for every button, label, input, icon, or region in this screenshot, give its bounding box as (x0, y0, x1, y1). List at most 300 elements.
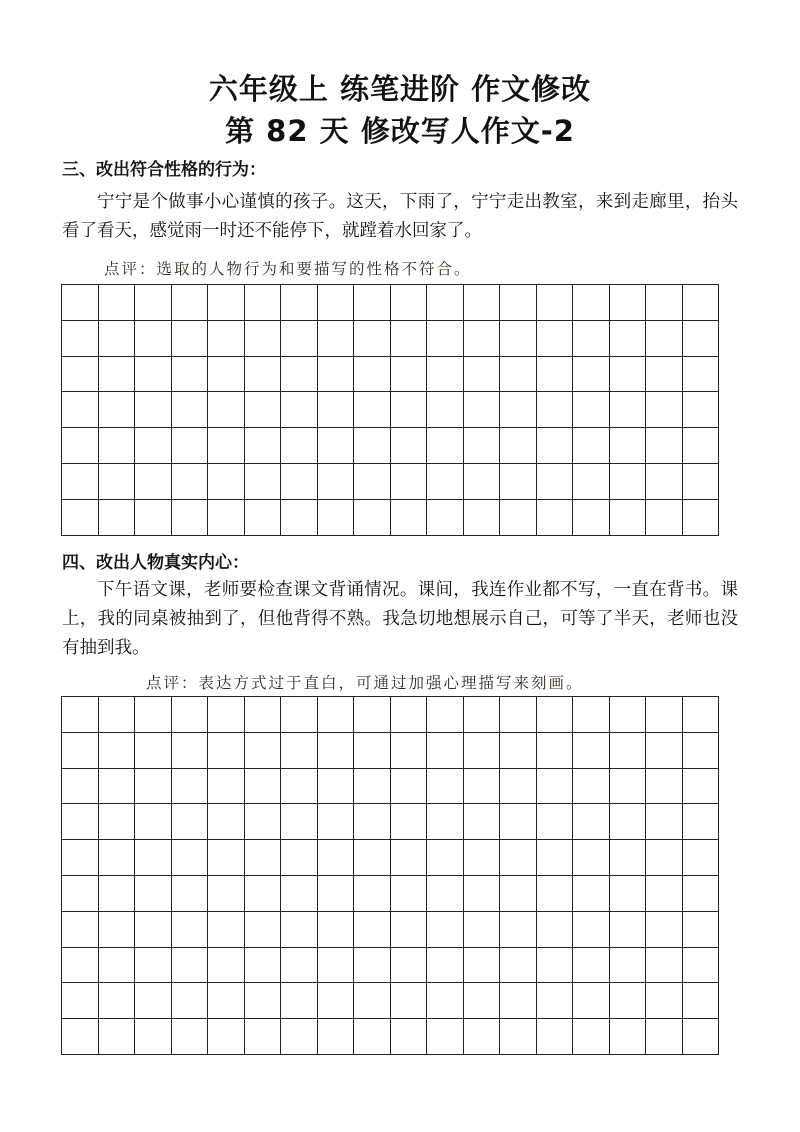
grid-cell[interactable] (683, 321, 720, 357)
grid-cell[interactable] (354, 392, 391, 428)
grid-cell[interactable] (99, 464, 136, 500)
grid-cell[interactable] (62, 912, 99, 948)
grid-cell[interactable] (245, 983, 282, 1019)
grid-cell[interactable] (573, 285, 610, 321)
grid-cell[interactable] (281, 840, 318, 876)
grid-cell[interactable] (427, 804, 464, 840)
grid-cell[interactable] (99, 983, 136, 1019)
grid-cell[interactable] (427, 392, 464, 428)
grid-cell[interactable] (62, 769, 99, 805)
grid-cell[interactable] (537, 876, 574, 912)
grid-cell[interactable] (208, 983, 245, 1019)
grid-cell[interactable] (610, 357, 647, 393)
grid-cell[interactable] (318, 392, 355, 428)
grid-cell[interactable] (500, 912, 537, 948)
grid-cell[interactable] (464, 983, 501, 1019)
grid-cell[interactable] (354, 804, 391, 840)
grid-cell[interactable] (391, 697, 428, 733)
grid-cell[interactable] (464, 769, 501, 805)
grid-cell[interactable] (99, 500, 136, 536)
grid-cell[interactable] (62, 500, 99, 536)
grid-cell[interactable] (610, 1019, 647, 1055)
grid-cell[interactable] (135, 357, 172, 393)
grid-cell[interactable] (172, 948, 209, 984)
grid-cell[interactable] (683, 1019, 720, 1055)
grid-cell[interactable] (646, 733, 683, 769)
grid-cell[interactable] (610, 804, 647, 840)
grid-cell[interactable] (135, 912, 172, 948)
grid-cell[interactable] (99, 357, 136, 393)
grid-cell[interactable] (281, 357, 318, 393)
grid-cell[interactable] (683, 948, 720, 984)
grid-cell[interactable] (464, 464, 501, 500)
grid-cell[interactable] (683, 912, 720, 948)
grid-cell[interactable] (610, 500, 647, 536)
grid-cell[interactable] (500, 428, 537, 464)
grid-cell[interactable] (208, 876, 245, 912)
grid-cell[interactable] (245, 392, 282, 428)
grid-cell[interactable] (391, 321, 428, 357)
grid-cell[interactable] (537, 983, 574, 1019)
grid-cell[interactable] (537, 697, 574, 733)
grid-cell[interactable] (135, 733, 172, 769)
grid-cell[interactable] (245, 697, 282, 733)
grid-cell[interactable] (354, 321, 391, 357)
grid-cell[interactable] (573, 464, 610, 500)
grid-cell[interactable] (99, 804, 136, 840)
grid-cell[interactable] (573, 428, 610, 464)
grid-cell[interactable] (610, 769, 647, 805)
grid-cell[interactable] (391, 392, 428, 428)
grid-cell[interactable] (281, 392, 318, 428)
grid-cell[interactable] (172, 1019, 209, 1055)
grid-cell[interactable] (427, 697, 464, 733)
grid-cell[interactable] (391, 983, 428, 1019)
grid-cell[interactable] (354, 464, 391, 500)
grid-cell[interactable] (464, 804, 501, 840)
grid-cell[interactable] (135, 500, 172, 536)
grid-cell[interactable] (427, 912, 464, 948)
grid-cell[interactable] (135, 804, 172, 840)
grid-cell[interactable] (354, 733, 391, 769)
grid-cell[interactable] (99, 697, 136, 733)
grid-cell[interactable] (99, 1019, 136, 1055)
grid-cell[interactable] (62, 428, 99, 464)
grid-cell[interactable] (135, 464, 172, 500)
grid-cell[interactable] (245, 769, 282, 805)
grid-cell[interactable] (537, 464, 574, 500)
grid-cell[interactable] (427, 428, 464, 464)
grid-cell[interactable] (135, 983, 172, 1019)
grid-cell[interactable] (646, 500, 683, 536)
grid-cell[interactable] (391, 912, 428, 948)
grid-cell[interactable] (500, 500, 537, 536)
grid-cell[interactable] (172, 321, 209, 357)
grid-cell[interactable] (683, 804, 720, 840)
grid-cell[interactable] (500, 697, 537, 733)
grid-cell[interactable] (318, 500, 355, 536)
grid-cell[interactable] (281, 697, 318, 733)
grid-cell[interactable] (245, 733, 282, 769)
grid-cell[interactable] (208, 321, 245, 357)
grid-cell[interactable] (464, 948, 501, 984)
grid-cell[interactable] (318, 285, 355, 321)
grid-cell[interactable] (318, 428, 355, 464)
grid-cell[interactable] (135, 840, 172, 876)
grid-cell[interactable] (172, 876, 209, 912)
grid-cell[interactable] (354, 357, 391, 393)
grid-cell[interactable] (427, 876, 464, 912)
grid-cell[interactable] (573, 733, 610, 769)
grid-cell[interactable] (318, 697, 355, 733)
grid-cell[interactable] (646, 804, 683, 840)
grid-cell[interactable] (245, 357, 282, 393)
grid-cell[interactable] (208, 392, 245, 428)
grid-cell[interactable] (62, 321, 99, 357)
grid-cell[interactable] (354, 697, 391, 733)
grid-cell[interactable] (135, 392, 172, 428)
grid-cell[interactable] (500, 840, 537, 876)
grid-cell[interactable] (208, 804, 245, 840)
grid-cell[interactable] (172, 428, 209, 464)
grid-cell[interactable] (99, 840, 136, 876)
grid-cell[interactable] (500, 876, 537, 912)
grid-cell[interactable] (135, 769, 172, 805)
grid-cell[interactable] (427, 357, 464, 393)
grid-cell[interactable] (99, 912, 136, 948)
grid-cell[interactable] (208, 500, 245, 536)
grid-cell[interactable] (172, 285, 209, 321)
grid-cell[interactable] (683, 464, 720, 500)
grid-cell[interactable] (427, 500, 464, 536)
grid-cell[interactable] (354, 769, 391, 805)
grid-cell[interactable] (537, 912, 574, 948)
section-4-writing-grid[interactable] (61, 696, 719, 1055)
grid-cell[interactable] (99, 948, 136, 984)
grid-cell[interactable] (683, 285, 720, 321)
grid-cell[interactable] (427, 769, 464, 805)
grid-cell[interactable] (464, 733, 501, 769)
section-3-writing-grid[interactable] (61, 284, 719, 536)
grid-cell[interactable] (281, 464, 318, 500)
grid-cell[interactable] (646, 392, 683, 428)
grid-cell[interactable] (683, 733, 720, 769)
grid-cell[interactable] (62, 697, 99, 733)
grid-cell[interactable] (99, 769, 136, 805)
grid-cell[interactable] (464, 1019, 501, 1055)
grid-cell[interactable] (62, 392, 99, 428)
grid-cell[interactable] (500, 948, 537, 984)
grid-cell[interactable] (245, 912, 282, 948)
grid-cell[interactable] (208, 285, 245, 321)
grid-cell[interactable] (318, 804, 355, 840)
grid-cell[interactable] (537, 948, 574, 984)
grid-cell[interactable] (610, 840, 647, 876)
grid-cell[interactable] (354, 428, 391, 464)
grid-cell[interactable] (500, 321, 537, 357)
grid-cell[interactable] (646, 983, 683, 1019)
grid-cell[interactable] (573, 392, 610, 428)
grid-cell[interactable] (281, 804, 318, 840)
grid-cell[interactable] (464, 357, 501, 393)
grid-cell[interactable] (354, 1019, 391, 1055)
grid-cell[interactable] (172, 804, 209, 840)
grid-cell[interactable] (427, 983, 464, 1019)
grid-cell[interactable] (391, 1019, 428, 1055)
grid-cell[interactable] (427, 285, 464, 321)
grid-cell[interactable] (245, 500, 282, 536)
grid-cell[interactable] (99, 321, 136, 357)
grid-cell[interactable] (391, 948, 428, 984)
grid-cell[interactable] (391, 733, 428, 769)
grid-cell[interactable] (610, 428, 647, 464)
grid-cell[interactable] (318, 357, 355, 393)
grid-cell[interactable] (683, 697, 720, 733)
grid-cell[interactable] (135, 948, 172, 984)
grid-cell[interactable] (281, 285, 318, 321)
grid-cell[interactable] (500, 804, 537, 840)
grid-cell[interactable] (354, 285, 391, 321)
grid-cell[interactable] (62, 876, 99, 912)
grid-cell[interactable] (135, 321, 172, 357)
grid-cell[interactable] (208, 464, 245, 500)
grid-cell[interactable] (610, 983, 647, 1019)
grid-cell[interactable] (573, 357, 610, 393)
grid-cell[interactable] (537, 500, 574, 536)
grid-cell[interactable] (646, 912, 683, 948)
grid-cell[interactable] (318, 948, 355, 984)
grid-cell[interactable] (646, 697, 683, 733)
grid-cell[interactable] (683, 428, 720, 464)
grid-cell[interactable] (62, 733, 99, 769)
grid-cell[interactable] (427, 733, 464, 769)
grid-cell[interactable] (208, 769, 245, 805)
grid-cell[interactable] (573, 769, 610, 805)
grid-cell[interactable] (537, 804, 574, 840)
grid-cell[interactable] (318, 912, 355, 948)
grid-cell[interactable] (391, 464, 428, 500)
grid-cell[interactable] (610, 285, 647, 321)
grid-cell[interactable] (464, 285, 501, 321)
grid-cell[interactable] (500, 285, 537, 321)
grid-cell[interactable] (208, 357, 245, 393)
grid-cell[interactable] (245, 464, 282, 500)
grid-cell[interactable] (610, 733, 647, 769)
grid-cell[interactable] (391, 804, 428, 840)
grid-cell[interactable] (62, 804, 99, 840)
grid-cell[interactable] (99, 392, 136, 428)
grid-cell[interactable] (646, 321, 683, 357)
grid-cell[interactable] (208, 1019, 245, 1055)
grid-cell[interactable] (464, 500, 501, 536)
grid-cell[interactable] (610, 321, 647, 357)
grid-cell[interactable] (573, 804, 610, 840)
grid-cell[interactable] (172, 840, 209, 876)
grid-cell[interactable] (354, 912, 391, 948)
grid-cell[interactable] (537, 840, 574, 876)
grid-cell[interactable] (500, 769, 537, 805)
grid-cell[interactable] (281, 769, 318, 805)
grid-cell[interactable] (610, 464, 647, 500)
grid-cell[interactable] (208, 948, 245, 984)
grid-cell[interactable] (610, 392, 647, 428)
grid-cell[interactable] (245, 1019, 282, 1055)
grid-cell[interactable] (208, 697, 245, 733)
grid-cell[interactable] (464, 840, 501, 876)
grid-cell[interactable] (318, 1019, 355, 1055)
grid-cell[interactable] (464, 912, 501, 948)
grid-cell[interactable] (573, 983, 610, 1019)
grid-cell[interactable] (464, 321, 501, 357)
grid-cell[interactable] (318, 464, 355, 500)
grid-cell[interactable] (427, 1019, 464, 1055)
grid-cell[interactable] (391, 500, 428, 536)
grid-cell[interactable] (281, 948, 318, 984)
grid-cell[interactable] (537, 733, 574, 769)
grid-cell[interactable] (62, 1019, 99, 1055)
grid-cell[interactable] (172, 392, 209, 428)
grid-cell[interactable] (537, 357, 574, 393)
grid-cell[interactable] (318, 876, 355, 912)
grid-cell[interactable] (281, 912, 318, 948)
grid-cell[interactable] (99, 285, 136, 321)
grid-cell[interactable] (391, 285, 428, 321)
grid-cell[interactable] (62, 357, 99, 393)
grid-cell[interactable] (683, 357, 720, 393)
grid-cell[interactable] (683, 500, 720, 536)
grid-cell[interactable] (683, 769, 720, 805)
grid-cell[interactable] (172, 697, 209, 733)
grid-cell[interactable] (62, 983, 99, 1019)
grid-cell[interactable] (135, 697, 172, 733)
grid-cell[interactable] (646, 769, 683, 805)
grid-cell[interactable] (646, 464, 683, 500)
grid-cell[interactable] (646, 357, 683, 393)
grid-cell[interactable] (610, 697, 647, 733)
grid-cell[interactable] (172, 912, 209, 948)
grid-cell[interactable] (172, 357, 209, 393)
grid-cell[interactable] (135, 428, 172, 464)
grid-cell[interactable] (172, 769, 209, 805)
grid-cell[interactable] (318, 733, 355, 769)
grid-cell[interactable] (500, 733, 537, 769)
grid-cell[interactable] (99, 876, 136, 912)
grid-cell[interactable] (610, 912, 647, 948)
grid-cell[interactable] (537, 392, 574, 428)
grid-cell[interactable] (281, 1019, 318, 1055)
grid-cell[interactable] (573, 697, 610, 733)
grid-cell[interactable] (391, 840, 428, 876)
grid-cell[interactable] (646, 840, 683, 876)
grid-cell[interactable] (245, 321, 282, 357)
grid-cell[interactable] (610, 948, 647, 984)
grid-cell[interactable] (62, 464, 99, 500)
grid-cell[interactable] (573, 948, 610, 984)
grid-cell[interactable] (573, 321, 610, 357)
grid-cell[interactable] (427, 464, 464, 500)
grid-cell[interactable] (172, 733, 209, 769)
grid-cell[interactable] (646, 876, 683, 912)
grid-cell[interactable] (135, 876, 172, 912)
grid-cell[interactable] (281, 321, 318, 357)
grid-cell[interactable] (500, 1019, 537, 1055)
grid-cell[interactable] (354, 500, 391, 536)
grid-cell[interactable] (245, 804, 282, 840)
grid-cell[interactable] (500, 983, 537, 1019)
grid-cell[interactable] (683, 392, 720, 428)
grid-cell[interactable] (683, 876, 720, 912)
grid-cell[interactable] (354, 876, 391, 912)
grid-cell[interactable] (281, 876, 318, 912)
grid-cell[interactable] (427, 948, 464, 984)
grid-cell[interactable] (245, 428, 282, 464)
grid-cell[interactable] (354, 840, 391, 876)
grid-cell[interactable] (427, 321, 464, 357)
grid-cell[interactable] (500, 392, 537, 428)
grid-cell[interactable] (99, 733, 136, 769)
grid-cell[interactable] (281, 500, 318, 536)
grid-cell[interactable] (208, 428, 245, 464)
grid-cell[interactable] (573, 840, 610, 876)
grid-cell[interactable] (318, 840, 355, 876)
grid-cell[interactable] (99, 428, 136, 464)
grid-cell[interactable] (464, 428, 501, 464)
grid-cell[interactable] (62, 948, 99, 984)
grid-cell[interactable] (391, 876, 428, 912)
grid-cell[interactable] (427, 840, 464, 876)
grid-cell[interactable] (573, 876, 610, 912)
grid-cell[interactable] (281, 733, 318, 769)
grid-cell[interactable] (135, 285, 172, 321)
grid-cell[interactable] (245, 840, 282, 876)
grid-cell[interactable] (318, 321, 355, 357)
grid-cell[interactable] (537, 428, 574, 464)
grid-cell[interactable] (281, 983, 318, 1019)
grid-cell[interactable] (464, 876, 501, 912)
grid-cell[interactable] (354, 948, 391, 984)
grid-cell[interactable] (172, 464, 209, 500)
grid-cell[interactable] (464, 697, 501, 733)
grid-cell[interactable] (354, 983, 391, 1019)
grid-cell[interactable] (573, 500, 610, 536)
grid-cell[interactable] (573, 1019, 610, 1055)
grid-cell[interactable] (172, 500, 209, 536)
grid-cell[interactable] (281, 428, 318, 464)
grid-cell[interactable] (391, 769, 428, 805)
grid-cell[interactable] (391, 428, 428, 464)
grid-cell[interactable] (208, 840, 245, 876)
grid-cell[interactable] (646, 948, 683, 984)
grid-cell[interactable] (245, 285, 282, 321)
grid-cell[interactable] (464, 392, 501, 428)
grid-cell[interactable] (537, 285, 574, 321)
grid-cell[interactable] (537, 1019, 574, 1055)
grid-cell[interactable] (683, 840, 720, 876)
grid-cell[interactable] (573, 912, 610, 948)
grid-cell[interactable] (646, 1019, 683, 1055)
grid-cell[interactable] (208, 912, 245, 948)
grid-cell[interactable] (245, 948, 282, 984)
grid-cell[interactable] (208, 733, 245, 769)
grid-cell[interactable] (646, 428, 683, 464)
grid-cell[interactable] (135, 1019, 172, 1055)
grid-cell[interactable] (500, 464, 537, 500)
grid-cell[interactable] (500, 357, 537, 393)
grid-cell[interactable] (683, 983, 720, 1019)
grid-cell[interactable] (62, 285, 99, 321)
grid-cell[interactable] (172, 983, 209, 1019)
grid-cell[interactable] (646, 285, 683, 321)
